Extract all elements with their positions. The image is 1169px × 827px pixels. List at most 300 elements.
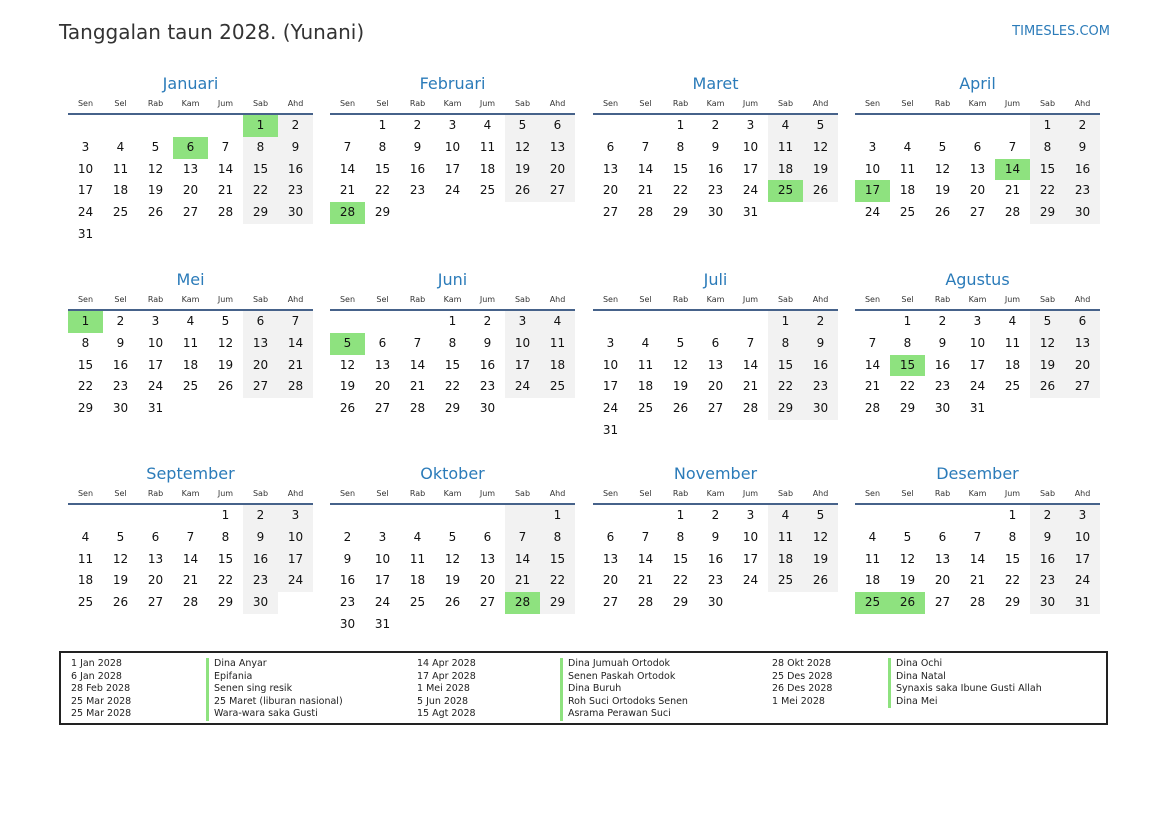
week-row [330,376,575,398]
weekday-label: Jum [742,489,759,498]
day-cell: 31 [969,401,986,416]
day-cell: 4 [868,529,877,544]
day-cell: 27 [479,595,496,610]
page-title: Tanggalan taun 2028. (Yunani) [59,20,365,44]
day-cell: 13 [969,161,986,176]
month-block [593,269,838,442]
weekday-label: Sab [1039,295,1056,304]
day-cell: 4 [116,139,125,154]
day-cell: 24 [444,183,461,198]
day-cell: 15 [243,159,278,181]
day-cell: 26 [339,401,356,416]
week-row [593,592,838,614]
weekday-label: Sel [114,489,127,498]
empty-day-cell [138,115,173,137]
weekday-label: Sel [114,99,127,108]
day-cell: 3 [606,335,615,350]
week-row [593,420,838,442]
day-cell: 9 [803,333,838,355]
holiday-day-cell: 28 [505,592,540,614]
day-cell: 19 [112,573,129,588]
weekday-label: Rab [934,295,951,304]
day-cell: 13 [182,161,199,176]
legend-holiday-name: Dina Jumuah Ortodok [560,658,688,671]
day-cell: 18 [1004,357,1021,372]
day-cell: 10 [444,139,461,154]
empty-day-cell [855,115,890,137]
day-cell: 31 [742,205,759,220]
week-row [593,333,838,355]
weekday-label: Ahd [812,489,829,498]
empty-day-cell [890,115,925,137]
empty-day-cell [365,505,400,527]
legend-dates-col-3 [772,658,832,708]
weekday-label: Kam [443,489,462,498]
day-cell: 5 [938,139,947,154]
week-row [593,376,838,398]
week-row [68,570,313,592]
day-cell: 30 [339,616,356,631]
week-row [593,159,838,181]
week-row [68,180,313,202]
day-cell: 14 [864,357,881,372]
month-block [68,463,313,614]
day-cell: 25 [637,401,654,416]
weekday-label: Rab [409,295,426,304]
day-cell: 24 [864,205,881,220]
empty-day-cell [593,311,628,333]
day-cell: 11 [1004,335,1021,350]
week-row [593,505,838,527]
day-cell: 23 [112,379,129,394]
week-row [330,137,575,159]
day-cell: 28 [969,595,986,610]
day-cell: 9 [243,527,278,549]
weekday-label: Rab [672,99,689,108]
week-row [68,527,313,549]
site-link[interactable]: TIMESLES.COM [1012,24,1110,39]
day-cell: 18 [182,357,199,372]
week-row [330,398,575,420]
legend-date: 25 Mar 2028 [71,695,132,707]
month-name: Juli [703,270,728,289]
day-cell: 2 [803,311,838,333]
empty-day-cell [173,115,208,137]
day-cell: 18 [637,379,654,394]
month-name: November [673,464,758,483]
day-cell: 7 [1008,139,1017,154]
day-cell: 30 [934,401,951,416]
day-cell: 19 [339,379,356,394]
day-cell: 23 [707,183,724,198]
day-cell: 31 [602,422,619,437]
day-cell: 23 [243,570,278,592]
day-cell: 18 [409,573,426,588]
weekday-label: Sab [777,295,794,304]
weekday-label: Kam [968,489,987,498]
weekday-label: Sen [602,295,619,304]
month-days [330,505,575,636]
day-cell: 17 [742,551,759,566]
empty-day-cell [505,202,540,224]
day-cell: 21 [742,379,759,394]
month-block [593,73,838,224]
empty-day-cell [995,398,1030,420]
day-cell: 8 [378,139,387,154]
legend-dates-col-2 [417,658,476,721]
week-row [68,505,313,527]
week-row [593,202,838,224]
day-cell: 3 [81,139,90,154]
weekday-label: Sel [639,295,652,304]
month-days [855,505,1100,614]
day-cell: 10 [1065,527,1100,549]
month-block [330,73,575,224]
day-cell: 2 [938,314,947,328]
week-row [68,376,313,398]
week-row [330,505,575,527]
day-cell: 18 [768,549,803,571]
day-cell: 8 [676,139,685,154]
month-days [68,311,313,420]
weekday-label: Jum [1004,99,1021,108]
day-cell: 24 [1065,570,1100,592]
day-cell: 30 [707,595,724,610]
empty-day-cell [995,115,1030,137]
day-cell: 6 [973,139,982,154]
day-cell: 1 [221,508,230,522]
weekday-label: Sen [864,295,881,304]
empty-day-cell [470,202,505,224]
empty-day-cell [400,614,435,636]
day-cell: 29 [77,401,94,416]
day-cell: 19 [1030,355,1065,377]
day-cell: 29 [540,592,575,614]
day-cell: 18 [112,183,129,198]
weekday-label: Sab [514,295,531,304]
day-cell: 29 [374,205,391,220]
day-cell: 13 [707,357,724,372]
day-cell: 5 [1030,311,1065,333]
month-name: Desember [936,464,1019,483]
empty-day-cell [68,505,103,527]
legend-date: 17 Apr 2028 [417,670,476,682]
weekday-header [68,98,313,115]
day-cell: 25 [409,595,426,610]
empty-day-cell [733,592,768,614]
day-cell: 6 [606,139,615,154]
day-cell: 7 [746,335,755,350]
weekday-label: Ahd [812,295,829,304]
weekday-label: Kam [706,489,725,498]
day-cell: 12 [339,357,356,372]
day-cell: 21 [969,573,986,588]
day-cell: 9 [711,529,720,544]
day-cell: 24 [77,205,94,220]
day-cell: 19 [444,573,461,588]
legend-holiday-name: Wara-wara saka Gusti [206,708,343,721]
day-cell: 12 [803,527,838,549]
day-cell: 15 [374,161,391,176]
day-cell: 17 [1065,549,1100,571]
day-cell: 18 [540,355,575,377]
day-cell: 22 [1004,573,1021,588]
day-cell: 27 [1065,376,1100,398]
empty-day-cell [540,202,575,224]
empty-day-cell [278,224,313,246]
day-cell: 6 [151,529,160,544]
weekday-label: Sen [864,489,881,498]
week-row [855,570,1100,592]
weekday-header [855,98,1100,115]
day-cell: 16 [409,161,426,176]
day-cell: 12 [1030,333,1065,355]
day-cell: 13 [479,551,496,566]
day-cell: 21 [637,183,654,198]
empty-day-cell [103,224,138,246]
week-row [68,398,313,420]
day-cell: 30 [112,401,129,416]
holiday-day-cell: 25 [768,180,803,202]
weekday-label: Sen [77,99,94,108]
weekday-label: Rab [409,489,426,498]
weekday-label: Jum [742,99,759,108]
day-cell: 9 [116,335,125,350]
week-row [855,202,1100,224]
empty-day-cell [698,311,733,333]
empty-day-cell [803,420,838,442]
week-row [68,333,313,355]
week-row [855,505,1100,527]
day-cell: 13 [934,551,951,566]
day-cell: 27 [969,205,986,220]
day-cell: 31 [77,226,94,241]
empty-day-cell [628,505,663,527]
legend-date: 25 Des 2028 [772,670,833,682]
day-cell: 26 [444,595,461,610]
day-cell: 10 [505,333,540,355]
day-cell: 3 [278,505,313,527]
week-row [330,570,575,592]
day-cell: 26 [672,401,689,416]
empty-day-cell [698,420,733,442]
weekday-label: Sab [777,99,794,108]
day-cell: 10 [969,335,986,350]
weekday-label: Jum [1004,295,1021,304]
day-cell: 8 [676,529,685,544]
day-cell: 8 [221,529,230,544]
day-cell: 21 [409,379,426,394]
week-row [855,355,1100,377]
legend-holiday-name: Dina Mei [888,696,1042,709]
day-cell: 19 [899,573,916,588]
weekday-label: Ahd [549,99,566,108]
day-cell: 25 [182,379,199,394]
day-cell: 28 [637,205,654,220]
day-cell: 22 [899,379,916,394]
day-cell: 8 [243,137,278,159]
day-cell: 16 [1065,159,1100,181]
legend-date: 28 Feb 2028 [71,683,131,695]
day-cell: 6 [378,335,387,350]
weekday-label: Jum [479,99,496,108]
day-cell: 21 [182,573,199,588]
day-cell: 1 [676,118,685,132]
day-cell: 24 [742,183,759,198]
day-cell: 3 [868,139,877,154]
empty-day-cell [628,115,663,137]
day-cell: 10 [742,529,759,544]
week-row [593,311,838,333]
day-cell: 11 [112,161,129,176]
day-cell: 23 [339,595,356,610]
day-cell: 19 [672,379,689,394]
day-cell: 9 [413,139,422,154]
day-cell: 28 [637,595,654,610]
week-row [330,115,575,137]
day-cell: 15 [672,161,689,176]
holiday-day-cell: 28 [330,202,365,224]
day-cell: 8 [81,335,90,350]
day-cell: 23 [1065,180,1100,202]
empty-day-cell [960,115,995,137]
day-cell: 20 [147,573,164,588]
weekday-label: Sab [252,99,269,108]
weekday-header [68,294,313,311]
month-block [68,269,313,420]
day-cell: 15 [540,549,575,571]
weekday-label: Rab [147,295,164,304]
empty-day-cell [68,115,103,137]
day-cell: 22 [374,183,391,198]
empty-day-cell [208,398,243,420]
day-cell: 30 [1065,202,1100,224]
day-cell: 21 [637,573,654,588]
day-cell: 6 [938,529,947,544]
day-cell: 21 [217,183,234,198]
day-cell: 25 [768,570,803,592]
day-cell: 20 [479,573,496,588]
day-cell: 13 [147,551,164,566]
day-cell: 24 [742,573,759,588]
day-cell: 26 [112,595,129,610]
weekday-label: Kam [181,99,200,108]
empty-day-cell [593,505,628,527]
day-cell: 20 [969,183,986,198]
weekday-label: Rab [672,295,689,304]
legend-holiday-name: Epifania [206,671,343,684]
day-cell: 28 [182,595,199,610]
weekday-label: Sab [777,489,794,498]
day-cell: 6 [243,311,278,333]
legend-date: 14 Apr 2028 [417,658,476,669]
weekday-label: Ahd [1074,489,1091,498]
legend-date: 15 Agt 2028 [417,708,476,720]
day-cell: 15 [1030,159,1065,181]
weekday-label: Sel [901,489,914,498]
day-cell: 27 [147,595,164,610]
day-cell: 7 [186,529,195,544]
weekday-label: Ahd [549,295,566,304]
day-cell: 8 [768,333,803,355]
day-cell: 1 [1008,508,1017,522]
month-block [593,463,838,614]
month-name: Juni [437,270,468,289]
day-cell: 18 [768,159,803,181]
day-cell: 26 [934,205,951,220]
day-cell: 13 [1065,333,1100,355]
day-cell: 5 [221,314,230,328]
empty-day-cell [435,202,470,224]
day-cell: 23 [409,183,426,198]
day-cell: 30 [243,592,278,614]
empty-day-cell [173,505,208,527]
day-cell: 4 [768,505,803,527]
day-cell: 11 [637,357,654,372]
weekday-header [330,294,575,311]
day-cell: 6 [483,529,492,544]
day-cell: 27 [374,401,391,416]
weekday-label: Ahd [287,99,304,108]
day-cell: 17 [147,357,164,372]
month-days [855,115,1100,224]
day-cell: 22 [540,570,575,592]
day-cell: 1 [1030,115,1065,137]
day-cell: 4 [186,314,195,328]
empty-day-cell [470,614,505,636]
weekday-label: Rab [672,489,689,498]
day-cell: 6 [606,529,615,544]
day-cell: 2 [483,314,492,328]
empty-day-cell [803,592,838,614]
week-row [68,137,313,159]
day-cell: 29 [768,398,803,420]
day-cell: 14 [742,357,759,372]
day-cell: 14 [505,549,540,571]
empty-day-cell [540,614,575,636]
day-cell: 22 [768,376,803,398]
day-cell: 20 [374,379,391,394]
empty-day-cell [208,224,243,246]
day-cell: 24 [147,379,164,394]
day-cell: 22 [243,180,278,202]
week-row [593,137,838,159]
empty-day-cell [505,614,540,636]
day-cell: 7 [973,529,982,544]
day-cell: 5 [116,529,125,544]
month-name: Januari [162,74,219,93]
day-cell: 3 [151,314,160,328]
legend-holiday-name: Dina Buruh [560,683,688,696]
day-cell: 14 [217,161,234,176]
day-cell: 4 [81,529,90,544]
month-days [593,115,838,224]
day-cell: 23 [934,379,951,394]
month-block [855,463,1100,614]
weekday-label: Rab [147,489,164,498]
day-cell: 17 [278,549,313,571]
week-row [330,592,575,614]
day-cell: 15 [77,357,94,372]
day-cell: 19 [934,183,951,198]
day-cell: 12 [505,137,540,159]
week-row [855,376,1100,398]
day-cell: 31 [1065,592,1100,614]
week-row [593,355,838,377]
holiday-day-cell: 1 [243,115,278,137]
day-cell: 17 [77,183,94,198]
weekday-label: Kam [181,295,200,304]
